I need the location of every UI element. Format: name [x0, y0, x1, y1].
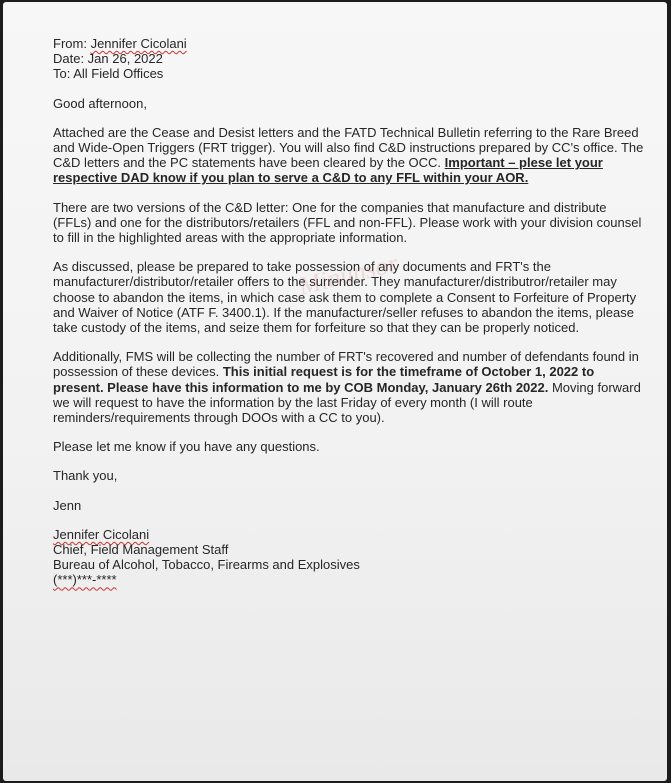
- short-signature: Jenn: [53, 497, 82, 513]
- from-line: [53, 36, 645, 51]
- paragraph-versions: There are two versions of the C&D letter: One for the companies that manufacture and distribute (FFLs) and one for the distributors/retailers (FFL and non-FFL). Please work with your division counsel to fill in the highlighted areas with the appropriate information.: [53, 199, 642, 246]
- signature-name-text: Jennifer Cicolani: [53, 526, 150, 542]
- paragraph-request-rest: Moving forward we will request to have the information by the last Friday of every month (I will route reminders/requirements through DOOs with a CC to you).: [53, 379, 641, 426]
- signature-bureau: Bureau of Alcohol, Tobacco, Firearms and Explosives: [53, 557, 360, 573]
- paragraph-request-intro: Additionally, FMS will be collecting the number of FRT's recovered and number of defendants found in possession of these devices.: [53, 349, 639, 380]
- signature-phone: [53, 572, 645, 587]
- signature-phone-text: (***)***-****: [53, 572, 117, 588]
- paragraph-attachments: [53, 125, 645, 186]
- closing: Thank you,: [53, 468, 118, 484]
- greeting: Good afternoon,: [53, 95, 147, 111]
- from-label: From:: [53, 36, 87, 51]
- from-name: Jennifer Cicolani: [90, 36, 187, 51]
- paragraph-request: [53, 349, 645, 425]
- watermark: Minunsor: [295, 248, 402, 301]
- deadline-notice: This initial request is for the timeframe of October 1, 2022 to present. Please have this information to me by COB Monday, January 26th 2022.: [53, 364, 595, 395]
- paragraph-possession: As discussed, please be prepared to take possession of any documents and FRT's the manufacturer/distributor/retailer offers to the surrender. They manufacturer/distributror/retailer may choose to abandon the items, in which case ask them to complete a Consent to Forfeiture of Property and Waiver of Notice (ATF F. 3400.1). If the manufacturer/seller refuses to abandon the items, please take custody of the items, and seize them for forfeiture so that they can be properly noticed.: [53, 259, 637, 336]
- to-line: To: All Field Offices: [53, 66, 164, 82]
- important-notice: Important – plese let your respective DAD know if you plan to serve a C&D to any FFL within your AOR.: [53, 155, 603, 186]
- signature-name: [53, 527, 645, 542]
- paragraph-attachments-text: Attached are the Cease and Desist letters and the FATD Technical Bulletin referring to the Rare Breed and Wide-Open Triggers (FRT trigger). You will also find C&D instructions prepared by CC's office. The C&D letters and the PC statements have been cleared by the OCC.: [53, 124, 644, 171]
- document-page: [3, 2, 667, 781]
- date-line: Date: Jan 26, 2022: [53, 51, 163, 67]
- email-body: [53, 36, 645, 588]
- signature-title: Chief, Field Management Staff: [53, 542, 229, 558]
- questions-line: Please let me know if you have any questions.: [53, 439, 320, 455]
